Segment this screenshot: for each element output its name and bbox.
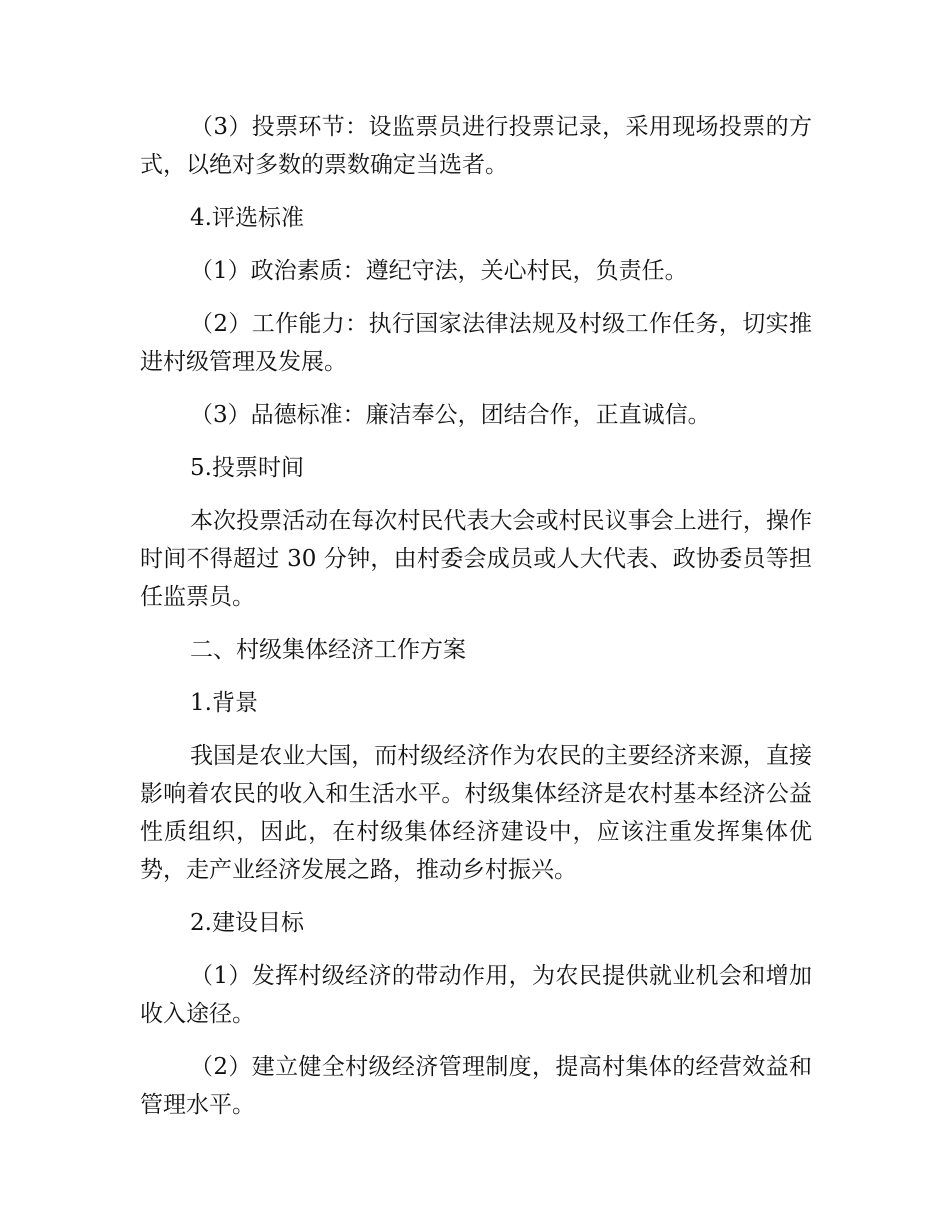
heading-voting-time: 5.投票时间: [190, 455, 304, 481]
paragraph-voting-time: 本次投票活动在每次村民代表大会或村民议事会上进行，操作时间不得超过 30 分钟，由村委会成员或人大代表、政协委员等担任监票员。: [140, 508, 812, 610]
paragraph-background: 我国是农业大国，而村级经济作为农民的主要经济来源，直接影响着农民的收入和生活水平。村级集体经济是农村基本经济公益性质组织，因此，在村级集体经济建设中，应该注重发挥集体优势，走产业经济发展之路，推动乡村振兴。: [140, 743, 812, 883]
heading-background: 1.背景: [190, 690, 258, 716]
document-body: [140, 108, 812, 1139]
paragraph-political-quality: （1）政治素质：遵纪守法，关心村民，负责任。: [190, 258, 688, 284]
paragraph-goal-one: （1）发挥村级经济的带动作用，为农民提供就业机会和增加收入途径。: [140, 963, 812, 1027]
paragraph-goal-two: （2）建立健全村级经济管理制度，提高村集体的经营效益和管理水平。: [140, 1054, 812, 1118]
paragraph-moral-standard: （3）品德标准：廉洁奉公，团结合作，正直诚信。: [190, 402, 711, 428]
heading-construction-goals: 2.建设目标: [190, 910, 304, 936]
heading-section-two: 二、村级集体经济工作方案: [190, 637, 466, 663]
heading-selection-criteria: 4.评选标准: [190, 205, 304, 231]
paragraph-work-ability: （2）工作能力：执行国家法律法规及村级工作任务，切实推进村级管理及发展。: [140, 311, 812, 375]
paragraph-voting-step: （3）投票环节：设监票员进行投票记录，采用现场投票的方式，以绝对多数的票数确定当选者。: [140, 114, 812, 178]
